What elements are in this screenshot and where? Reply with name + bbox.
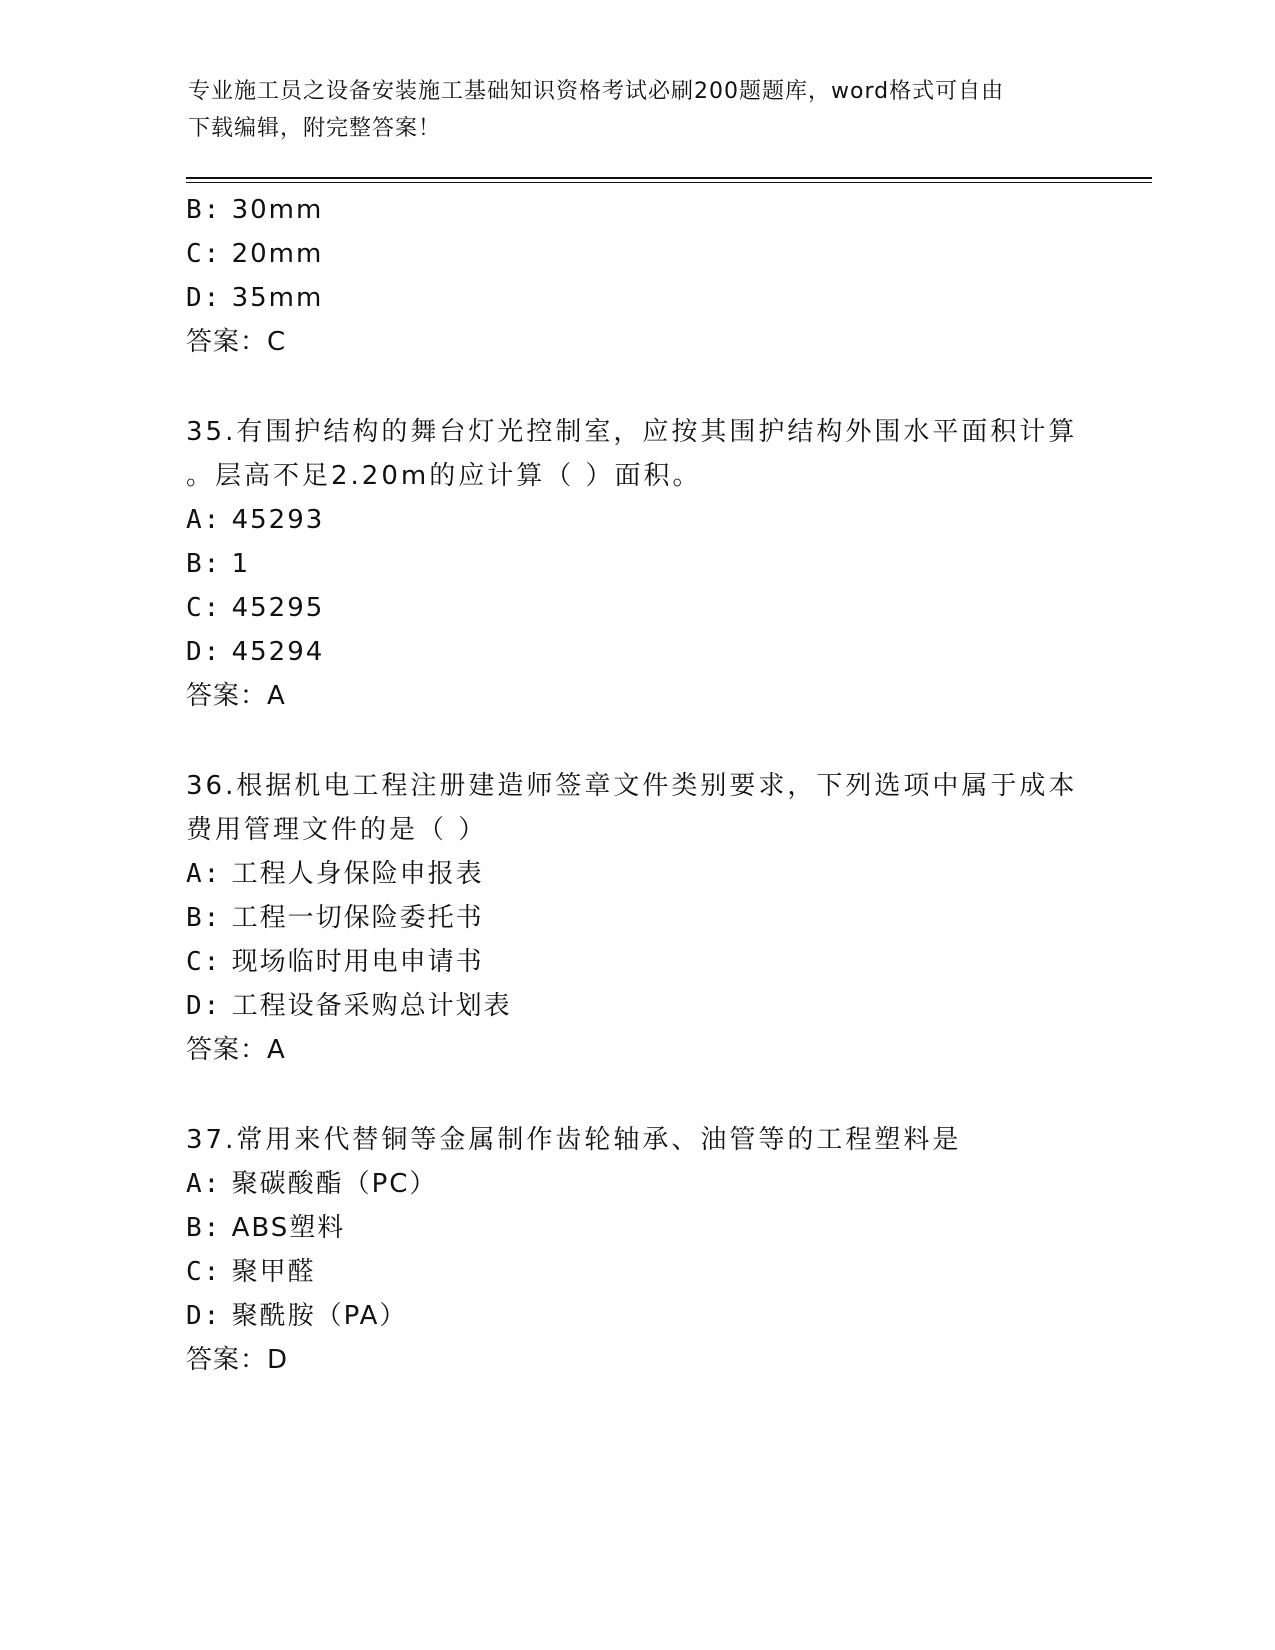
option-text: 45293	[231, 505, 325, 535]
option-letter: C:	[186, 593, 222, 623]
option-item	[186, 945, 484, 979]
option-letter: A:	[186, 859, 222, 889]
option-text: 聚酰胺（PA）	[231, 1301, 408, 1331]
header-line-2: 下载编辑，附完整答案！	[188, 116, 442, 141]
question-35-line-2: 。层高不足2.20m的应计算（ ）面积。	[186, 461, 702, 491]
option-letter: C:	[186, 947, 222, 977]
document-header	[188, 73, 1088, 147]
answer-line: 答案：A	[186, 681, 286, 711]
option-text: 工程人身保险申报表	[231, 859, 484, 889]
option-text: 45294	[231, 637, 325, 667]
option-letter: C:	[186, 1257, 222, 1287]
option-letter: D:	[186, 991, 222, 1021]
option-text: 20mm	[231, 239, 324, 269]
option-item	[186, 635, 324, 669]
option-item	[186, 281, 323, 315]
option-text: 聚甲醛	[231, 1257, 316, 1287]
option-text: 45295	[231, 593, 325, 623]
option-item	[186, 1299, 407, 1333]
option-item	[186, 547, 250, 581]
option-text: 现场临时用电申请书	[231, 947, 484, 977]
option-item	[186, 1211, 345, 1245]
option-letter: A:	[186, 1169, 222, 1199]
option-letter: B:	[186, 549, 222, 579]
option-item	[186, 989, 512, 1023]
option-text: ABS塑料	[231, 1213, 346, 1243]
option-text: 35mm	[231, 283, 324, 313]
answer-line: 答案：A	[186, 1035, 286, 1065]
option-item	[186, 901, 484, 935]
answer-line: 答案：C	[186, 327, 287, 357]
question-36-line-1: 36.根据机电工程注册建造师签章文件类别要求，下列选项中属于成本	[186, 771, 1078, 801]
option-item	[186, 591, 324, 625]
option-letter: D:	[186, 283, 222, 313]
answer-line: 答案：D	[186, 1345, 289, 1375]
option-letter: D:	[186, 1301, 222, 1331]
option-text: 聚碳酸酯（PC）	[231, 1169, 438, 1199]
option-letter: B:	[186, 1213, 222, 1243]
question-36-line-2: 费用管理文件的是（ ）	[186, 815, 488, 845]
header-divider-thin	[186, 182, 1152, 183]
header-line-1: 专业施工员之设备安装施工基础知识资格考试必刷200题题库，word格式可自由	[188, 79, 1005, 104]
option-item	[186, 1167, 437, 1201]
option-text: 工程设备采购总计划表	[231, 991, 512, 1021]
option-text: 30mm	[231, 195, 324, 225]
option-letter: D:	[186, 637, 222, 667]
question-35-line-1: 35.有围护结构的舞台灯光控制室，应按其围护结构外围水平面积计算	[186, 417, 1078, 447]
option-item	[186, 193, 323, 227]
header-divider-thick	[186, 177, 1152, 179]
option-item	[186, 503, 324, 537]
option-letter: C:	[186, 239, 222, 269]
option-text: 1	[231, 549, 251, 579]
option-item	[186, 1255, 316, 1289]
option-letter: B:	[186, 195, 222, 225]
option-text: 工程一切保险委托书	[231, 903, 484, 933]
option-item	[186, 857, 484, 891]
option-letter: A:	[186, 505, 222, 535]
option-letter: B:	[186, 903, 222, 933]
option-item	[186, 237, 323, 271]
question-37-line-1: 37.常用来代替铜等金属制作齿轮轴承、油管等的工程塑料是	[186, 1125, 962, 1155]
